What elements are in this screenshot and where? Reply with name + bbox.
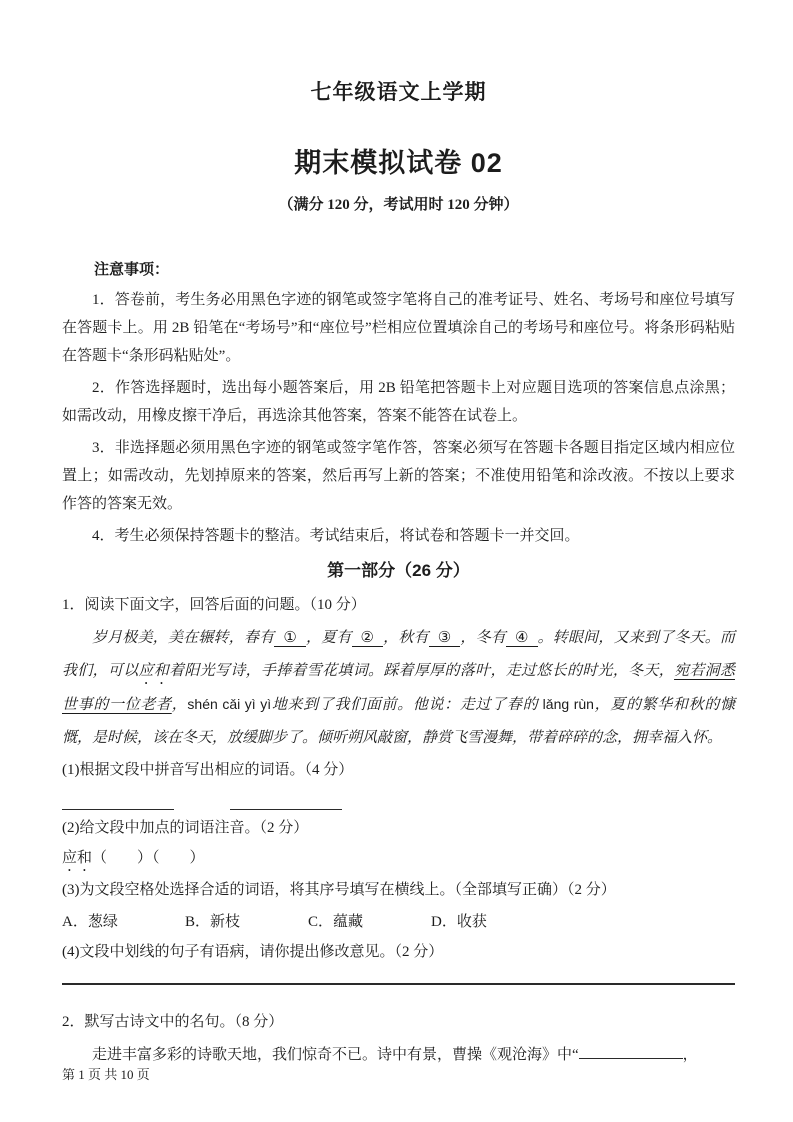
pinyin-shencaiyiyi: shén cǎi yì yì xyxy=(187,696,272,712)
option-c: C．蕴藏 xyxy=(308,914,364,930)
answer-rule-line xyxy=(62,983,735,985)
section-1-heading: 第一部分（26 分） xyxy=(327,561,470,580)
passage-text: 岁月极美，美在辗转，春有 xyxy=(92,630,275,646)
circled-number-4: ④ xyxy=(506,630,538,647)
paper-meta: （满分 120 分，考试用时 120 分钟） xyxy=(278,197,519,213)
passage-text: ，冬有 xyxy=(460,630,506,646)
passage-text: ，秋有 xyxy=(383,630,429,646)
question-2-stem: 2．默写古诗文中的名句。（8 分） xyxy=(62,1014,284,1030)
dotted-word-yinghe-answer: 应和 xyxy=(62,850,93,866)
pinyin-answer-blanks xyxy=(62,787,735,813)
note-item-1: 1．答卷前，考生务必用黑色字迹的钢笔或签字笔将自己的准考证号、姓名、考场号和座位号填写在答题卡上。用 2B 铅笔在“考场号”和“座位号”栏相应位置填涂自己的考场号和座位号。将条形码粘贴在答题卡“条形码粘贴处”。 xyxy=(62,292,735,364)
dotted-word-yinghe: 应和 xyxy=(138,663,170,679)
answer-blank-2 xyxy=(230,787,342,810)
page-footer: 第 1 页 共 10 页 xyxy=(62,1067,150,1082)
question-1-sub-4: (4)文段中划线的句子有语病，请你提出修改意见。（2 分） xyxy=(62,944,444,960)
question-1-passage xyxy=(62,622,735,755)
passage-text: ， xyxy=(171,697,188,713)
question-2-comma: ， xyxy=(682,1047,698,1063)
note-item-4: 4．考生必须保持答题卡的整洁。考试结束后，将试卷和答题卡一并交回。 xyxy=(92,528,580,544)
option-a: A．葱绿 xyxy=(62,914,118,930)
paper-title: 期末模拟试卷 02 xyxy=(294,148,503,178)
question-2-blank xyxy=(579,1040,683,1059)
note-item-2: 2．作答选择题时，选出每小题答案后，用 2B 铅笔把答题卡上对应题目选项的答案信息点涂黑；如需改动，用橡皮擦干净后，再选涂其他答案，答案不能答在试卷上。 xyxy=(62,380,735,424)
passage-text: 。转眼间，又来到了冬天。而我们，可以 xyxy=(62,630,735,679)
question-1-sub-3: (3)为文段空格处选择合适的词语，将其序号填写在横线上。（全部填写正确）（2 分） xyxy=(62,882,616,898)
underlined-phrase: 宛若洞悉世事的一位老者 xyxy=(62,663,735,713)
passage-text: 地来到了我们面前。他说：走过了春的 xyxy=(271,697,543,713)
pinyin-langrun: lǎng rùn xyxy=(542,696,594,712)
choice-options-row xyxy=(62,907,735,937)
question-2-line xyxy=(62,1039,735,1071)
passage-text: 着阳光写诗，手捧着雪花填词。踩着厚厚的落叶，走过悠长的时光，冬天， xyxy=(169,663,675,679)
circled-number-1: ① xyxy=(274,630,306,647)
passage-text: ，夏的繁华和秋的慷慨，是时候，该在冬天，放缓脚步了。倾听朔风敲窗，静赏飞雪漫舞，带着碎碎的念，拥幸福入怀。 xyxy=(62,697,735,746)
zhuyin-answer-row xyxy=(62,843,735,875)
question-1-sub-2: (2)给文段中加点的词语注音。（2 分） xyxy=(62,820,309,836)
notes-heading: 注意事项： xyxy=(94,261,170,278)
question-2-text: 走进丰富多彩的诗歌天地，我们惊奇不已。诗中有景，曹操《观沧海》中“ xyxy=(92,1047,579,1063)
question-1-stem: 1．阅读下面文字，回答后面的问题。（10 分） xyxy=(62,597,366,613)
option-d: D．收获 xyxy=(431,914,487,930)
note-item-3: 3．非选择题必须用黑色字迹的钢笔或签字笔作答，答案必须写在答题卡各题目指定区域内相应位置上；如需改动，先划掉原来的答案，然后再写上新的答案；不准使用铅笔和涂改液。不按以上要求作答的答案无效。 xyxy=(62,440,735,512)
circled-number-3: ③ xyxy=(429,630,461,647)
circled-number-2: ② xyxy=(352,630,384,647)
question-1-sub-1: (1)根据文段中拼音写出相应的词语。（4 分） xyxy=(62,762,354,778)
option-b: B．新枝 xyxy=(185,914,241,930)
answer-blank-1 xyxy=(62,787,174,810)
course-title: 七年级语文上学期 xyxy=(310,81,487,104)
passage-text: ，夏有 xyxy=(305,630,352,646)
zhuyin-brackets: （ ）（ ） xyxy=(92,850,205,866)
